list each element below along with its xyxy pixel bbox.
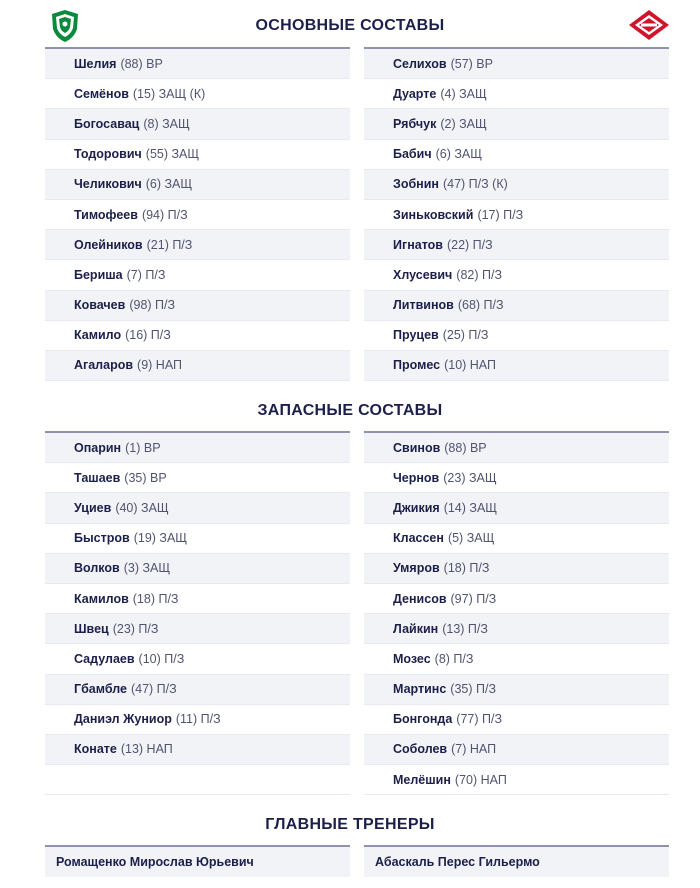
player-number-position: (9) НАП (137, 358, 183, 373)
player-row (364, 140, 669, 170)
player-row (45, 109, 350, 139)
player-number-position: (4) ЗАЩ (440, 86, 487, 101)
player-row (364, 463, 669, 493)
starting-lineups-title: ОСНОВНЫЕ СОСТАВЫ (255, 17, 445, 34)
player-row (45, 735, 350, 765)
player-row (45, 644, 350, 674)
player-row (364, 735, 669, 765)
player-name: Богосавац (74, 116, 140, 131)
player-number-position: (94) П/З (141, 207, 188, 222)
player-name: Пруцев (393, 328, 439, 343)
player-row (364, 79, 669, 109)
player-number-position: (10) НАП (444, 358, 496, 373)
player-number-position: (55) ЗАЩ (145, 147, 200, 162)
player-name: Челикович (74, 177, 142, 192)
player-number-position: (1) ВР (125, 440, 161, 455)
starting-away-list (364, 47, 669, 381)
player-number-position: (88) ВР (120, 56, 163, 71)
player-number-position: (17) П/З (477, 207, 524, 222)
player-row (45, 49, 350, 79)
player-row (45, 433, 350, 463)
player-number-position: (10) П/З (138, 651, 185, 666)
player-number-position: (7) П/З (126, 267, 166, 282)
player-row (45, 260, 350, 290)
player-number-position: (18) П/З (443, 561, 490, 576)
player-row (364, 230, 669, 260)
player-number-position: (2) ЗАЩ (440, 116, 487, 131)
player-row (45, 463, 350, 493)
player-number-position: (22) П/З (446, 237, 493, 252)
player-row (364, 109, 669, 139)
subs-home-list (45, 431, 350, 795)
player-row (45, 291, 350, 321)
player-number-position: (47) П/З (130, 682, 177, 697)
player-number-position: (11) П/З (175, 712, 221, 727)
player-name: Мартинс (393, 682, 447, 697)
player-name: Ковачев (74, 298, 126, 313)
player-name: Агаларов (74, 358, 134, 373)
player-name: Игнатов (393, 237, 443, 252)
player-number-position: (77) П/З (456, 712, 503, 727)
subs-away-list (364, 431, 669, 795)
player-name: Чернов (393, 470, 440, 485)
player-number-position: (3) ЗАЩ (123, 561, 171, 576)
player-number-position: (23) П/З (112, 621, 159, 636)
player-name: Швец (74, 621, 109, 636)
player-name: Садулаев (74, 651, 135, 666)
player-name: Ташаев (74, 470, 121, 485)
player-row (364, 170, 669, 200)
player-row (45, 170, 350, 200)
player-row (364, 614, 669, 644)
player-number-position: (5) ЗАЩ (447, 531, 495, 546)
player-number-position: (6) ЗАЩ (145, 177, 193, 192)
player-name: Конате (74, 742, 117, 757)
player-number-position: (14) ЗАЩ (443, 500, 497, 515)
player-row (45, 493, 350, 523)
player-row (364, 493, 669, 523)
player-name: Мелёшин (393, 772, 451, 787)
player-name: Зобнин (393, 177, 439, 192)
player-name: Селихов (393, 56, 447, 71)
player-row (364, 705, 669, 735)
coach-away (364, 845, 669, 877)
player-name: Олейников (74, 237, 143, 252)
player-number-position: (57) ВР (450, 56, 493, 71)
player-row (45, 554, 350, 584)
player-name: Рябчук (393, 116, 437, 131)
player-row (45, 705, 350, 735)
player-number-position: (13) НАП (120, 742, 173, 757)
player-name: Хлусевич (393, 267, 453, 282)
player-row (45, 200, 350, 230)
player-row (364, 584, 669, 614)
player-name: Камилов (74, 591, 129, 606)
player-row (45, 524, 350, 554)
player-name: Волков (74, 561, 120, 576)
player-name: Классен (393, 531, 444, 546)
player-name: Бонгонда (393, 712, 453, 727)
player-number-position: (88) ВР (444, 440, 487, 455)
player-name: Опарин (74, 440, 122, 455)
player-row (45, 321, 350, 351)
player-number-position: (6) ЗАЩ (435, 147, 482, 162)
player-name: Гбамбле (74, 682, 127, 697)
player-number-position: (97) П/З (450, 591, 497, 606)
player-number-position: (8) ЗАЩ (143, 116, 190, 131)
player-row (364, 351, 669, 381)
player-row (364, 644, 669, 674)
player-row (45, 79, 350, 109)
player-row (364, 321, 669, 351)
player-number-position: (70) НАП (454, 772, 507, 787)
player-number-position: (68) П/З (457, 298, 504, 313)
player-number-position: (40) ЗАЩ (115, 500, 169, 515)
player-number-position: (98) П/З (129, 298, 176, 313)
player-number-position: (7) НАП (451, 742, 497, 757)
player-row (45, 614, 350, 644)
coach-home-name: Ромащенко Мирослав Юрьевич (45, 847, 350, 877)
head-coaches-title: ГЛАВНЫЕ ТРЕНЕРЫ (265, 816, 435, 833)
player-row (45, 140, 350, 170)
player-number-position: (18) П/З (132, 591, 179, 606)
player-row (364, 554, 669, 584)
coach-home (45, 845, 350, 877)
player-name: Тимофеев (74, 207, 138, 222)
player-name: Дуарте (393, 86, 437, 101)
player-name: Даниэл Жуниор (74, 712, 172, 727)
player-number-position: (47) П/З (К) (442, 177, 508, 192)
player-name: Семёнов (74, 86, 129, 101)
player-number-position: (19) ЗАЩ (133, 531, 188, 546)
player-row (45, 765, 350, 795)
player-name: Бабич (393, 147, 432, 162)
player-number-position: (35) ВР (124, 470, 167, 485)
player-row (45, 584, 350, 614)
player-name: Умяров (393, 561, 440, 576)
player-name: Денисов (393, 591, 447, 606)
player-row (45, 675, 350, 705)
player-row (364, 524, 669, 554)
player-row (364, 200, 669, 230)
player-row (364, 291, 669, 321)
player-number-position: (16) П/З (125, 328, 171, 343)
player-name: Зиньковский (393, 207, 474, 222)
player-name: Промес (393, 358, 441, 373)
player-name: Тодорович (74, 147, 142, 162)
player-row (364, 765, 669, 795)
player-name: Свинов (393, 440, 441, 455)
player-name: Джикия (393, 500, 440, 515)
player-number-position: (21) П/З (146, 237, 193, 252)
player-name: Быстров (74, 531, 130, 546)
player-row (45, 351, 350, 381)
player-number-position: (8) П/З (434, 651, 474, 666)
player-row (364, 49, 669, 79)
player-name: Камило (74, 328, 122, 343)
player-name: Уциев (74, 500, 112, 515)
player-row (364, 433, 669, 463)
coach-away-name: Абаскаль Перес Гильермо (364, 847, 669, 877)
player-number-position: (15) ЗАЩ (К) (132, 86, 206, 101)
player-name: Шелия (74, 56, 117, 71)
player-number-position: (23) ЗАЩ (443, 470, 497, 485)
player-name: Лайкин (393, 621, 439, 636)
player-number-position: (82) П/З (456, 267, 503, 282)
player-number-position: (35) П/З (450, 682, 497, 697)
player-row (364, 260, 669, 290)
substitutes-title: ЗАПАСНЫЕ СОСТАВЫ (257, 402, 443, 419)
player-row (364, 675, 669, 705)
player-number-position: (13) П/З (442, 621, 488, 636)
player-name: Литвинов (393, 298, 454, 313)
player-name: Бериша (74, 267, 123, 282)
player-number-position: (25) П/З (442, 328, 489, 343)
player-name: Мозес (393, 651, 431, 666)
player-name: Соболев (393, 742, 448, 757)
starting-home-list (45, 47, 350, 381)
player-row (45, 230, 350, 260)
